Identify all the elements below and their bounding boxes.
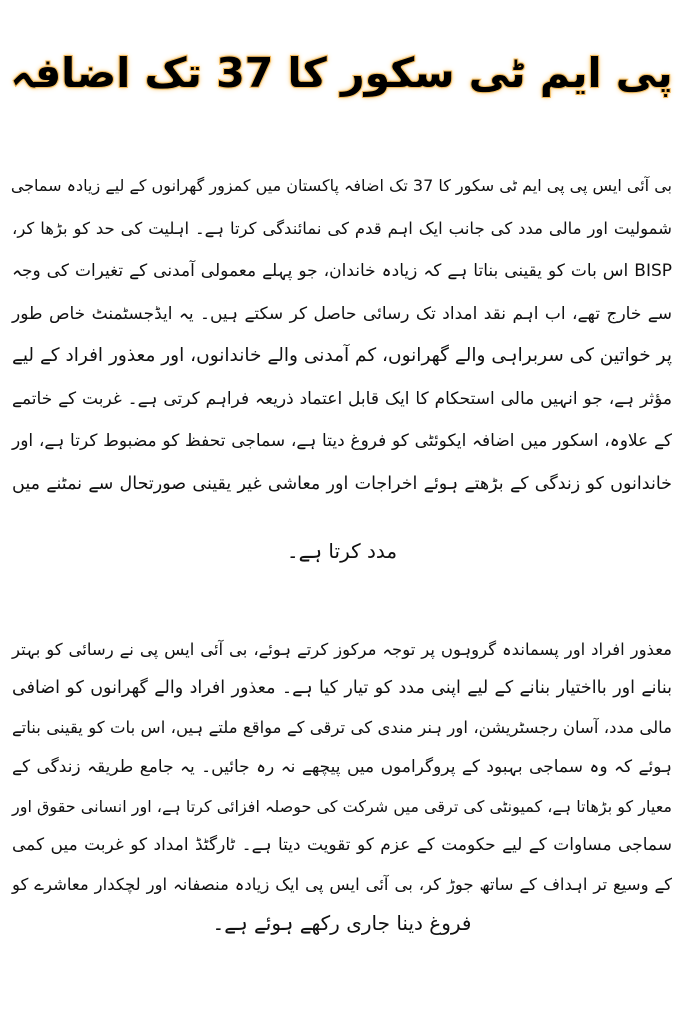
paragraph-2 <box>12 630 672 944</box>
paragraph-1 <box>12 165 672 573</box>
paragraph-line: سماجی مساوات کے لیے حکومت کے عزم کو تقویت دیتا ہے۔ ٹارگٹڈ امداد کو غربت میں کمی <box>12 834 672 855</box>
paragraph-line: پر خواتین کی سربراہی والے گھرانوں، کم آمدنی والے خاندانوں، اور معذور افراد کے لیے <box>12 345 672 366</box>
paragraph-line: معیار کو بڑھاتا ہے، کمیونٹی کی ترقی میں شرکت کی حوصلہ افزائی کرتا ہے، اور انسانی حقوق اور <box>12 796 672 816</box>
paragraph-line: شمولیت اور مالی مدد کی جانب ایک اہم قدم کی نمائندگی کرتا ہے۔ اہلیت کی حد کو بڑھا کر، <box>12 218 672 238</box>
paragraph-line: مالی مدد، آسان رجسٹریشن، اور ہنر مندی کی ترقی کے مواقع ملتے ہیں، اس بات کو یقینی بناتے <box>12 718 672 738</box>
paragraph-line: سے خارج تھے، اب اہم نقد امداد تک رسائی حاصل کر سکتے ہیں۔ یہ ایڈجسٹمنٹ خاص طور <box>12 303 672 324</box>
paragraph-line: معذور افراد اور پسماندہ گروہوں پر توجہ مرکوز کرتے ہوئے، بی آئی ایس پی نے رسائی کو بہتر <box>12 640 672 659</box>
paragraph-line: بنانے اور بااختیار بنانے کے لیے اپنی مدد کو تیار کیا ہے۔ معذور افراد والے گھرانوں کو اضافی <box>12 678 672 699</box>
paragraph-line: ہوئے کہ وہ سماجی بہبود کے پروگراموں میں پیچھے نہ رہ جائیں۔ یہ جامع طریقہ زندگی کے <box>12 756 672 777</box>
paragraph-line: خاندانوں کو زندگی کے بڑھتے ہوئے اخراجات اور معاشی غیر یقینی صورتحال سے نمٹنے میں <box>12 473 672 494</box>
paragraph-line: BISP اس بات کو یقینی بناتا ہے کہ زیادہ خاندان، جو پہلے معمولی آمدنی کے تغیرات کی وجہ <box>12 261 672 281</box>
paragraph-line: مؤثر ہے، جو انہیں مالی استحکام کا ایک قابل اعتماد ذریعہ فراہم کرتی ہے۔ غربت کے خاتمے <box>12 388 672 409</box>
paragraph-line: بی آئی ایس پی پی ایم ٹی سکور کا 37 تک اضافہ پاکستان میں کمزور گھرانوں کے لیے زیادہ سماجی <box>10 176 672 195</box>
article-title: پی ایم ٹی سکور کا 37 تک اضافہ <box>10 49 673 97</box>
paragraph-line: کے وسیع تر اہداف کے ساتھ جوڑ کر، بی آئی ایس پی ایک زیادہ منصفانہ اور لچکدار معاشرے کو <box>12 875 672 895</box>
paragraph-line: کے علاوہ، اسکور میں اضافہ ایکوئٹی کو فروغ دیتا ہے، سماجی تحفظ کو مضبوط کرتا ہے، اور <box>12 431 672 451</box>
paragraph-line: فروغ دینا جاری رکھے ہوئے ہے۔ <box>212 911 472 936</box>
paragraph-line: مدد کرتا ہے۔ <box>286 539 398 563</box>
